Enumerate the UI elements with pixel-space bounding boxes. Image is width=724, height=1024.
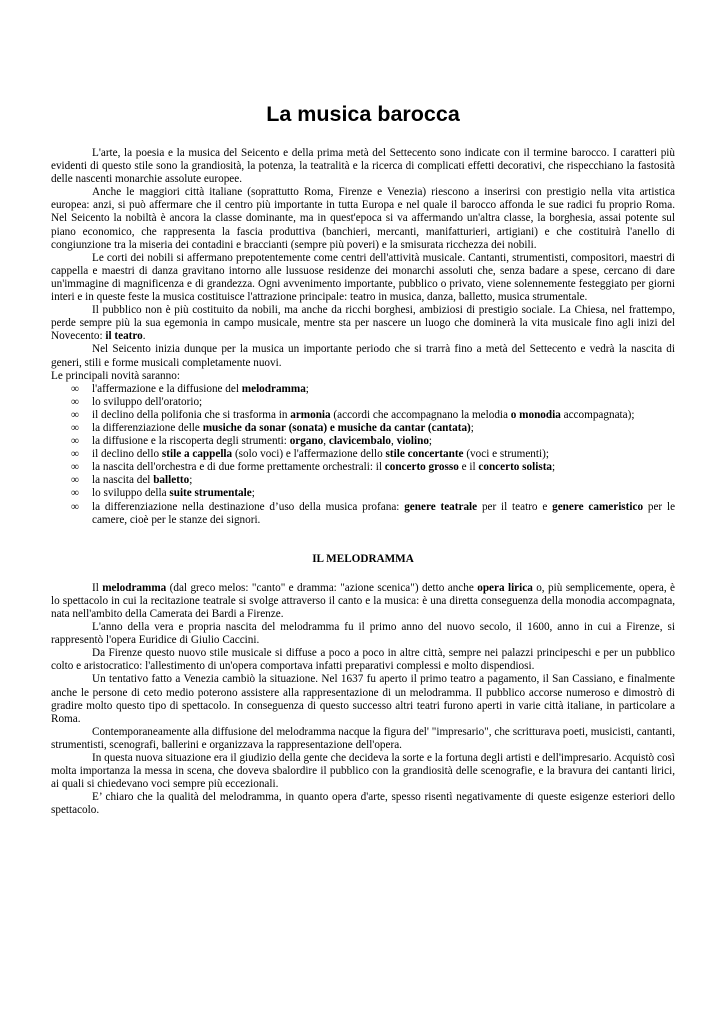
infinity-bullet-icon: ∞ — [71, 421, 79, 434]
text-run: Un tentativo fatto a Venezia cambiò la situazione. Nel 1637 fu aperto il primo teatro a pagamento, il San Cassiano, e finalmente anche le persone di ceto medio poterono assistere alla rappresentazione di un melodramma. Il pubblico accorse numeroso e dimostrò di gradire molto questo tipo di spettacolo. In conseguenza di questo successo altri teatri furono aperti in varie città italiane, in particolare a Roma. — [51, 673, 675, 725]
paragraph — [51, 252, 675, 304]
text-run: per le camere, cioè per le stanze dei signori. — [92, 500, 676, 526]
text-run: ; — [189, 474, 193, 487]
bold-term: stile a cappella — [161, 448, 233, 461]
list-item — [51, 487, 675, 500]
infinity-bullet-icon: ∞ — [71, 461, 79, 474]
text-run: la differenziazione delle — [92, 421, 203, 434]
paragraph — [51, 673, 675, 725]
list-item — [51, 461, 675, 474]
infinity-bullet-icon: ∞ — [71, 382, 79, 395]
bold-term: concerto solista — [478, 461, 553, 474]
bold-term: balletto — [153, 474, 190, 487]
text-run: Il — [92, 581, 103, 594]
text-run: il declino dello — [92, 448, 162, 461]
text-run: ; — [428, 435, 433, 448]
paragraph — [51, 647, 675, 673]
section-title-melodramma: IL MELODRAMMA — [312, 552, 414, 565]
paragraph — [51, 726, 675, 752]
text-run: la nascita dell'orchestra e di due forme prettamente orchestrali: il — [92, 461, 385, 474]
text-run: per il teatro e — [477, 500, 553, 513]
text-run: e il — [458, 461, 479, 474]
bold-term: organo — [289, 435, 324, 448]
text-run: ; — [305, 382, 309, 395]
text-run: ; — [251, 487, 255, 500]
text-run: lo sviluppo della — [92, 487, 170, 500]
text-run: L'anno della vera e propria nascita del melodramma fu il primo anno del nuovo secolo, il 1600, anno in cui a Firenze, si rappresentò l'opera Euridice di Giulio Caccini. — [51, 621, 675, 647]
bold-term: clavicembalo — [328, 435, 391, 448]
bold-term: stile concertante — [385, 448, 464, 461]
infinity-bullet-icon: ∞ — [71, 500, 79, 513]
paragraph — [51, 343, 675, 369]
list-item — [51, 409, 675, 422]
list-item — [51, 435, 675, 448]
text-run: , — [391, 435, 397, 448]
infinity-bullet-icon: ∞ — [71, 474, 79, 487]
text-run: lo sviluppo dell'oratorio; — [92, 395, 203, 408]
bold-term: il teatro — [105, 330, 143, 343]
text-run: Contemporaneamente alla diffusione del melodramma nacque la figura del' "impresario", che scritturava poeti, musicisti, cantanti, strumentisti, scenografi, ballerini e organizzava la rappresentazione dell'opera. — [51, 725, 675, 751]
paragraph — [51, 752, 675, 791]
paragraph — [51, 621, 675, 647]
bold-term: violino — [396, 435, 429, 448]
bold-term: musiche da sonar (sonata) e musiche da cantar (cantata) — [202, 421, 471, 434]
list-item — [51, 383, 675, 396]
paragraph — [51, 186, 675, 251]
infinity-bullet-icon: ∞ — [71, 408, 79, 421]
bold-term: melodramma — [241, 382, 306, 395]
infinity-bullet-icon: ∞ — [71, 448, 79, 461]
text-run: o, più semplicemente, opera, è lo spettacolo in cui la recitazione teatrale si svolge attraverso il canto e la musica: è una diretta conseguenza della monodia accompagnata, nata nell'ambito della Camerata dei Bardi a Firenze. — [51, 581, 675, 620]
text-run: Da Firenze questo nuovo stile musicale si diffuse a poco a poco in altre città, sempre nei palazzi principeschi e per un pubblico colto e aristocratico: l'allestimento di un'opera comportava infatti preparativi complessi e molto dispendiosi. — [51, 647, 675, 673]
bold-term: melodramma — [102, 581, 167, 594]
text-run: Nel Seicento inizia dunque per la musica un importante periodo che si trarrà fino a metà del Settecento e vedrà la nascita di generi, stili e forme musicali completamente nuovi. — [51, 343, 675, 369]
text-run: (dal greco melos: "canto" e dramma: "azione scenica") detto anche — [166, 581, 478, 594]
bold-term: o monodia — [510, 408, 561, 421]
document-page — [51, 0, 675, 818]
text-run: accompagnata); — [560, 408, 635, 421]
text-run: Anche le maggiori città italiane (soprattutto Roma, Firenze e Venezia) riescono a inserirsi con prestigio nella vita artistica europea: anzi, si può affermare che il centro più importante in tutta Europa e nel quale il barocco affonda le sue radici fu proprio Roma. Nel Seicento la nobiltà è ancora la classe dominante, ma in quest'epoca si va affermando un'altra classe, la borghesia, assai potente sul piano economico, che rappresenta la fascia produttiva (banchieri, mercanti, manifatturieri, artigiani) e che costituirà l'anello di congiunzione tra la miseria dei contadini e braccianti (sempre più poveri) e la smisurata ricchezza dei nobili. — [51, 186, 675, 251]
infinity-bullet-icon: ∞ — [71, 435, 79, 448]
text-run: E’ chiaro che la qualità del melodramma, in quanto opera d'arte, spesso risentì negativamente di queste esigenze esteriori dello spettacolo. — [51, 791, 675, 817]
text-run: la nascita del — [92, 474, 154, 487]
text-run: . — [142, 330, 146, 343]
text-run: L'arte, la poesia e la musica del Seicento e della prima metà del Settecento sono indicate con il termine barocco. I caratteri più evidenti di questo stile sono la grandiosità, la potenza, la teatralità e la ricerca di complicati effetti decorativi, che rispecchiano la fastosità delle nascenti monarchie assolute europee. — [51, 147, 675, 186]
section-intro — [51, 147, 675, 370]
paragraph — [51, 304, 675, 343]
text-run: Le corti dei nobili si affermano prepotentemente come centri dell'attività musicale. Cantanti, strumentisti, compositori, maestri di cappella e maestri di danza gravitano intorno alle lussuose residenze dei monarchi assoluti che, senza badare a spese, cercano di dare un'immagine di magnificenza e di grandezza. Ogni avvenimento importante, pubblico o privato, viene solennemente festeggiato per giorni interi e in queste feste la musica costituisce l'attrazione principale: teatro in musica, danza, balletto, musica strumentale. — [51, 251, 675, 304]
page-title: La musica barocca — [266, 102, 460, 126]
bold-term: suite strumentale — [169, 487, 252, 500]
infinity-bullet-icon: ∞ — [71, 395, 79, 408]
text-run: la diffusione e la riscoperta degli strumenti: — [92, 435, 290, 448]
text-run: la differenziazione nella destinazione d’uso della musica profana: — [92, 500, 405, 513]
bold-term: armonia — [290, 408, 331, 421]
text-run: l'affermazione e la diffusione del — [92, 382, 242, 395]
list-item — [51, 474, 675, 487]
text-run: il declino della polifonia che si trasforma in — [92, 408, 291, 421]
text-run: , — [323, 435, 329, 448]
list-item — [51, 396, 675, 409]
bold-term: genere teatrale — [404, 500, 478, 513]
list-intro: Le principali novità saranno: — [51, 369, 180, 382]
list-item — [51, 448, 675, 461]
text-run: Il pubblico non è più costituito da nobili, ma anche da ricchi borghesi, ambiziosi di prestigio sociale. La Chiesa, nel frattempo, perde sempre più la sua egemonia in campo musicale, mentre sta per nascere un luogo che dominerà la vita musicale fino agli inizi del Novecento: — [51, 304, 675, 343]
bold-term: opera lirica — [477, 581, 533, 594]
section-melodramma — [51, 582, 675, 818]
text-run: (solo voci) e l'affermazione dello — [232, 448, 386, 461]
paragraph — [51, 582, 675, 621]
bold-term: concerto grosso — [384, 461, 459, 474]
text-run: (voci e strumenti); — [463, 448, 549, 461]
bold-term: genere cameristico — [552, 500, 644, 513]
innovations-list — [51, 383, 675, 527]
text-run: ; — [552, 461, 556, 474]
text-run: In questa nuova situazione era il giudizio della gente che decideva la sorte e la fortuna degli artisti e dell'impresario. Acquistò così molta importanza la messa in scena, che doveva sbalordire il pubblico con la grandiosità delle scenografie, e la bravura dei cantanti lirici, ai quali si chiedevano voci sempre più eccezionali. — [51, 752, 675, 791]
paragraph — [51, 791, 675, 817]
text-run: ; — [470, 421, 474, 434]
list-item — [51, 501, 675, 527]
list-item — [51, 422, 675, 435]
infinity-bullet-icon: ∞ — [71, 487, 79, 500]
paragraph — [51, 147, 675, 186]
text-run: (accordi che accompagnano la melodia — [330, 408, 511, 421]
